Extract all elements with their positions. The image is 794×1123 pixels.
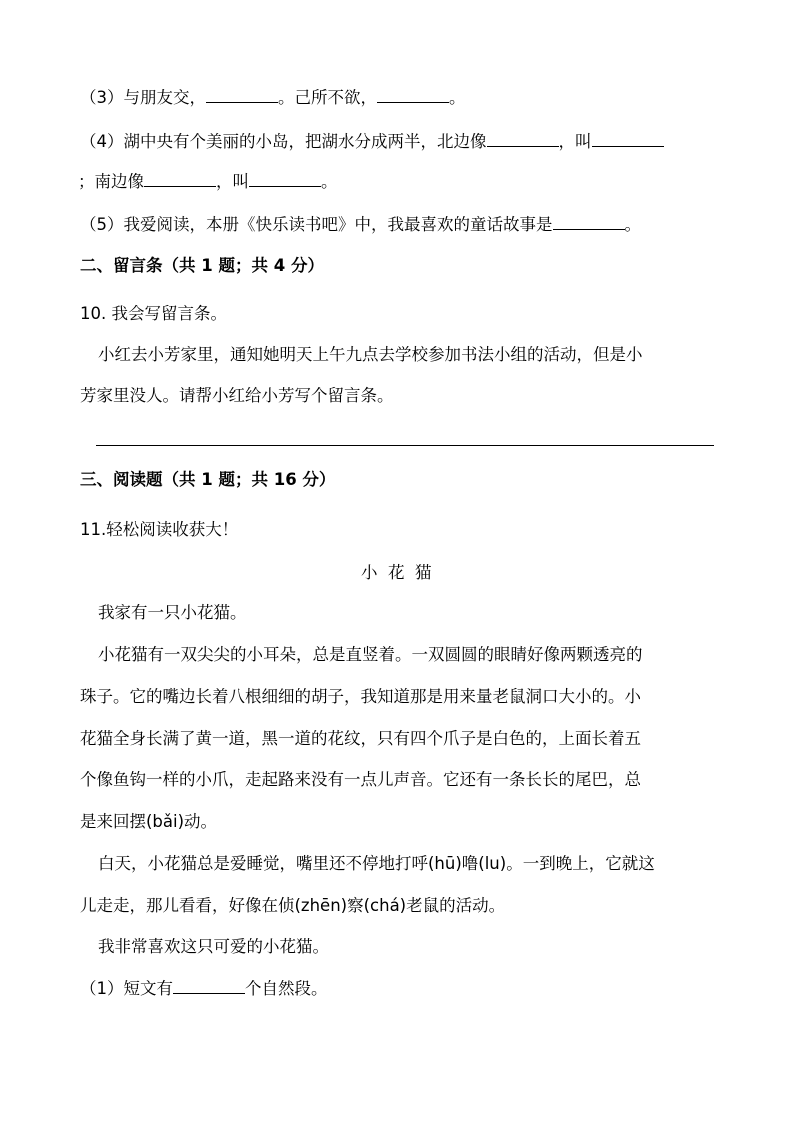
answer-blank[interactable]: [377, 86, 449, 103]
question-text: 芳家里没人。请帮小红给小芳写个留言条。: [80, 386, 394, 405]
q9-item4: （4）湖中央有个美丽的小岛，把湖水分成两半，北边像 ，叫: [80, 130, 664, 154]
passage-line: 儿走走，那儿看看，好像在侦(zhēn)察(chá)老鼠的活动。: [80, 896, 506, 915]
q9-item4-cont: ；南边像 ，叫 。: [78, 172, 338, 191]
passage-paragraph: 我非常喜欢这只可爱的小花猫。: [98, 937, 329, 956]
question-text: 小红去小芳家里，通知她明天上午九点去学校参加书法小组的活动，但是小: [98, 345, 643, 364]
answer-blank[interactable]: [487, 130, 559, 147]
passage-line: 白天，小花猫总是爱睡觉，嘴里还不停地打呼(hū)噜(lu)。一到晚上，它就这: [98, 854, 655, 873]
passage-line: 是来回摆(bǎi)动。: [80, 812, 218, 831]
answer-blank[interactable]: [592, 130, 664, 147]
answer-blank[interactable]: [173, 977, 245, 994]
passage-line: 小花猫有一双尖尖的小耳朵，总是直竖着。一双圆圆的眼睛好像两颗透亮的: [98, 645, 643, 664]
section-heading: 二、留言条（共 1 题；共 4 分）: [80, 256, 324, 275]
passage-paragraph: 我家有一只小花猫。: [98, 603, 247, 622]
answer-blank[interactable]: [553, 213, 625, 230]
answer-blank[interactable]: [144, 170, 216, 187]
writing-line[interactable]: [96, 445, 714, 446]
passage-line: 珠子。它的嘴边长着八根细细的胡子，我知道那是用来量老鼠洞口大小的。小: [80, 687, 641, 706]
q9-item3: （3）与朋友交， 。己所不欲， 。: [80, 88, 466, 107]
answer-blank[interactable]: [249, 170, 321, 187]
passage-title: 小 花 猫: [361, 563, 432, 582]
passage-line: 花猫全身长满了黄一道，黑一道的花纹，只有四个爪子是白色的，上面长着五: [80, 729, 641, 748]
question-prompt: 11.轻松阅读收获大！: [80, 520, 239, 539]
answer-blank[interactable]: [206, 86, 278, 103]
section-heading: 三、阅读题（共 1 题；共 16 分）: [80, 470, 336, 489]
question-prompt: 10. 我会写留言条。: [80, 304, 227, 323]
q11-sub1: （1）短文有 个自然段。: [80, 979, 328, 998]
q9-item5: （5）我爱阅读，本册《快乐读书吧》中，我最喜欢的童话故事是 。: [80, 215, 641, 234]
passage-line: 个像鱼钩一样的小爪，走起路来没有一点儿声音。它还有一条长长的尾巴，总: [80, 770, 641, 789]
